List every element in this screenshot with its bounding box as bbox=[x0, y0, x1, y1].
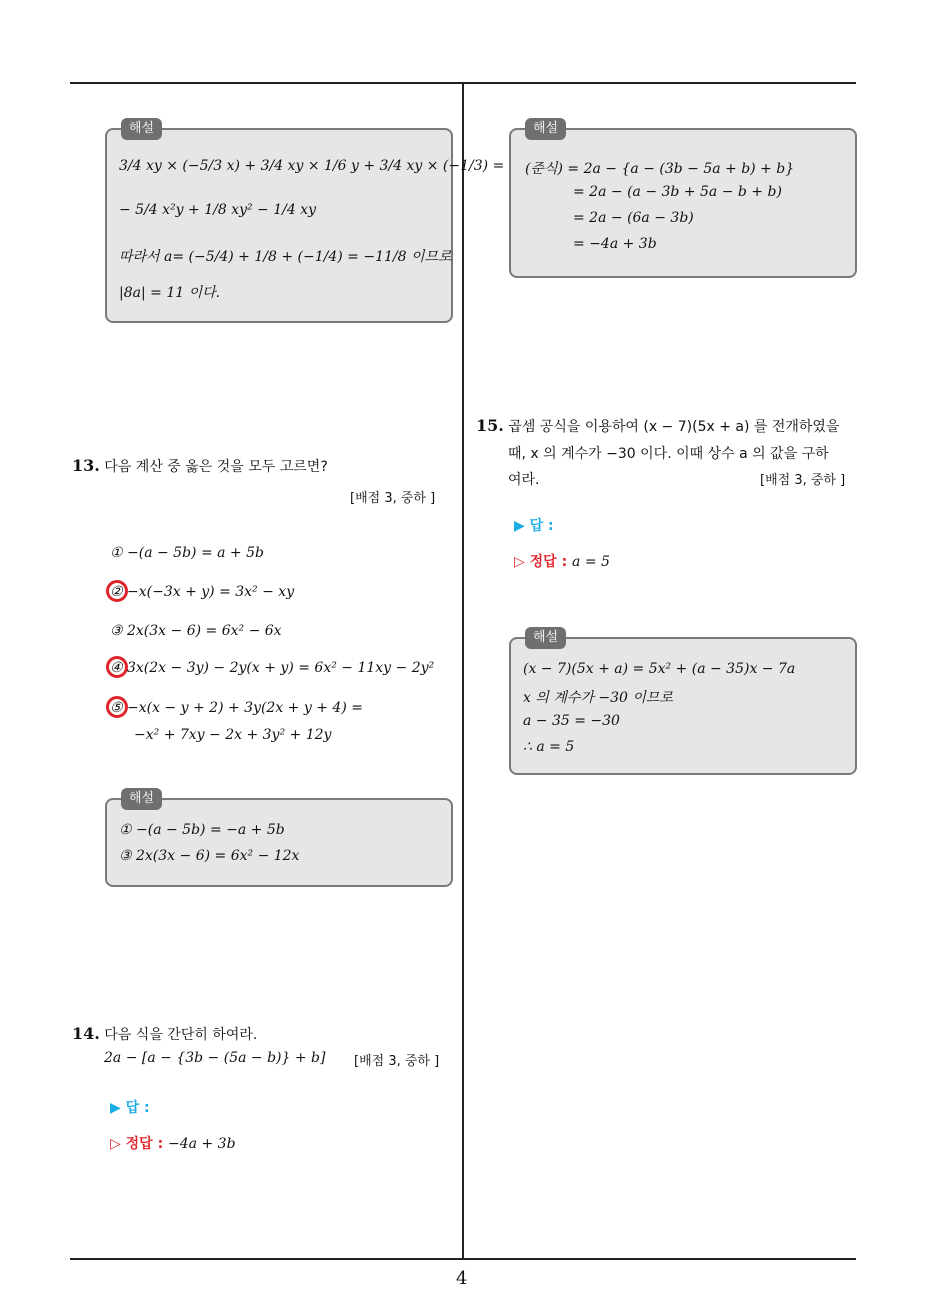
explanation-tag: 해설 bbox=[525, 627, 566, 649]
bottom-rule bbox=[70, 1258, 856, 1260]
explanation-line: ③ 2x(3x − 6) = 6x² − 12x bbox=[119, 848, 300, 864]
option-1: ① −(a − 5b) = a + 5b bbox=[110, 545, 264, 561]
question-13 bbox=[72, 456, 452, 476]
explanation-line: x 의 계수가 −30 이므로 bbox=[523, 690, 673, 706]
explanation-box-q12 bbox=[105, 121, 505, 323]
explanation-line: = 2a − (6a − 3b) bbox=[573, 210, 694, 226]
explanation-tag: 해설 bbox=[121, 118, 162, 140]
correct-answer-label: ▷ 정답 : bbox=[110, 1136, 164, 1152]
explanation-line: = −4a + 3b bbox=[573, 236, 657, 252]
explanation-line: (x − 7)(5x + a) = 5x² + (a − 35)x − 7a bbox=[523, 661, 796, 677]
explanation-line: = 2a − (a − 3b + 5a − b + b) bbox=[573, 184, 782, 200]
explanation-tag: 해설 bbox=[525, 118, 566, 140]
page-number: 4 bbox=[456, 1268, 468, 1289]
question-expression: 2a − [a − {3b − (5a − b)} + b] bbox=[104, 1050, 326, 1066]
question-meta: [배점 3, 중하 ] bbox=[760, 473, 846, 488]
question-text: 여라. bbox=[508, 472, 540, 488]
question-meta: [배점 3, 중하 ] bbox=[350, 491, 436, 506]
question-text: 다음 식을 간단히 하여라. bbox=[104, 1027, 258, 1043]
correct-answer bbox=[110, 1133, 236, 1153]
option-5: ⑤ −x(x − y + 2) + 3y(2x + y + 4) = bbox=[110, 700, 363, 716]
explanation-line: − 5/4 x²y + 1/8 xy² − 1/4 xy bbox=[119, 202, 317, 218]
answer-input-label: ▶ 답 : bbox=[110, 1100, 150, 1116]
column-divider bbox=[462, 82, 464, 1260]
explanation-box-top-right bbox=[509, 121, 857, 278]
explanation-tag: 해설 bbox=[121, 788, 162, 810]
question-meta: [배점 3, 중하 ] bbox=[354, 1054, 440, 1069]
option-4: ④ 3x(2x − 3y) − 2y(x + y) = 6x² − 11xy − 2y² bbox=[110, 660, 435, 676]
explanation-line: (준식) = 2a − {a − (3b − 5a + b) + b} bbox=[525, 161, 795, 177]
question-number: 13. bbox=[72, 456, 100, 475]
answer-input-label: ▶ 답 : bbox=[514, 518, 554, 534]
correct-answer-value: a = 5 bbox=[572, 554, 610, 570]
question-number: 15. bbox=[476, 416, 504, 435]
explanation-line: a − 35 = −30 bbox=[523, 713, 620, 729]
explanation-box-q13 bbox=[105, 791, 453, 887]
explanation-line: ∴ a = 5 bbox=[523, 739, 575, 755]
question-text: 다음 계산 중 옳은 것을 모두 고르면? bbox=[104, 459, 328, 475]
explanation-line: 따라서 a= (−5/4) + 1/8 + (−1/4) = −11/8 이므로 bbox=[119, 249, 452, 265]
explanation-line: 3/4 xy × (−5/3 x) + 3/4 xy × 1/6 y + 3/4 xy × (−1/3) = bbox=[119, 158, 505, 174]
question-15 bbox=[476, 416, 860, 436]
correct-answer bbox=[514, 551, 610, 571]
question-text: 곱셈 공식을 이용하여 (x − 7)(5x + a) 를 전개하였을 bbox=[508, 419, 840, 435]
question-number: 14. bbox=[72, 1024, 100, 1043]
explanation-line: |8a| = 11 이다. bbox=[119, 285, 221, 301]
option-2: ② −x(−3x + y) = 3x² − xy bbox=[110, 584, 295, 600]
explanation-line: ① −(a − 5b) = −a + 5b bbox=[119, 822, 285, 838]
question-text: 때, x 의 계수가 −30 이다. 이때 상수 a 의 값을 구하 bbox=[508, 446, 829, 462]
correct-answer-label: ▷ 정답 : bbox=[514, 554, 568, 570]
explanation-box-q15 bbox=[509, 630, 857, 775]
option-5-continued: −x² + 7xy − 2x + 3y² + 12y bbox=[134, 727, 332, 743]
correct-answer-value: −4a + 3b bbox=[168, 1136, 236, 1152]
question-14 bbox=[72, 1024, 452, 1044]
option-3: ③ 2x(3x − 6) = 6x² − 6x bbox=[110, 623, 282, 639]
